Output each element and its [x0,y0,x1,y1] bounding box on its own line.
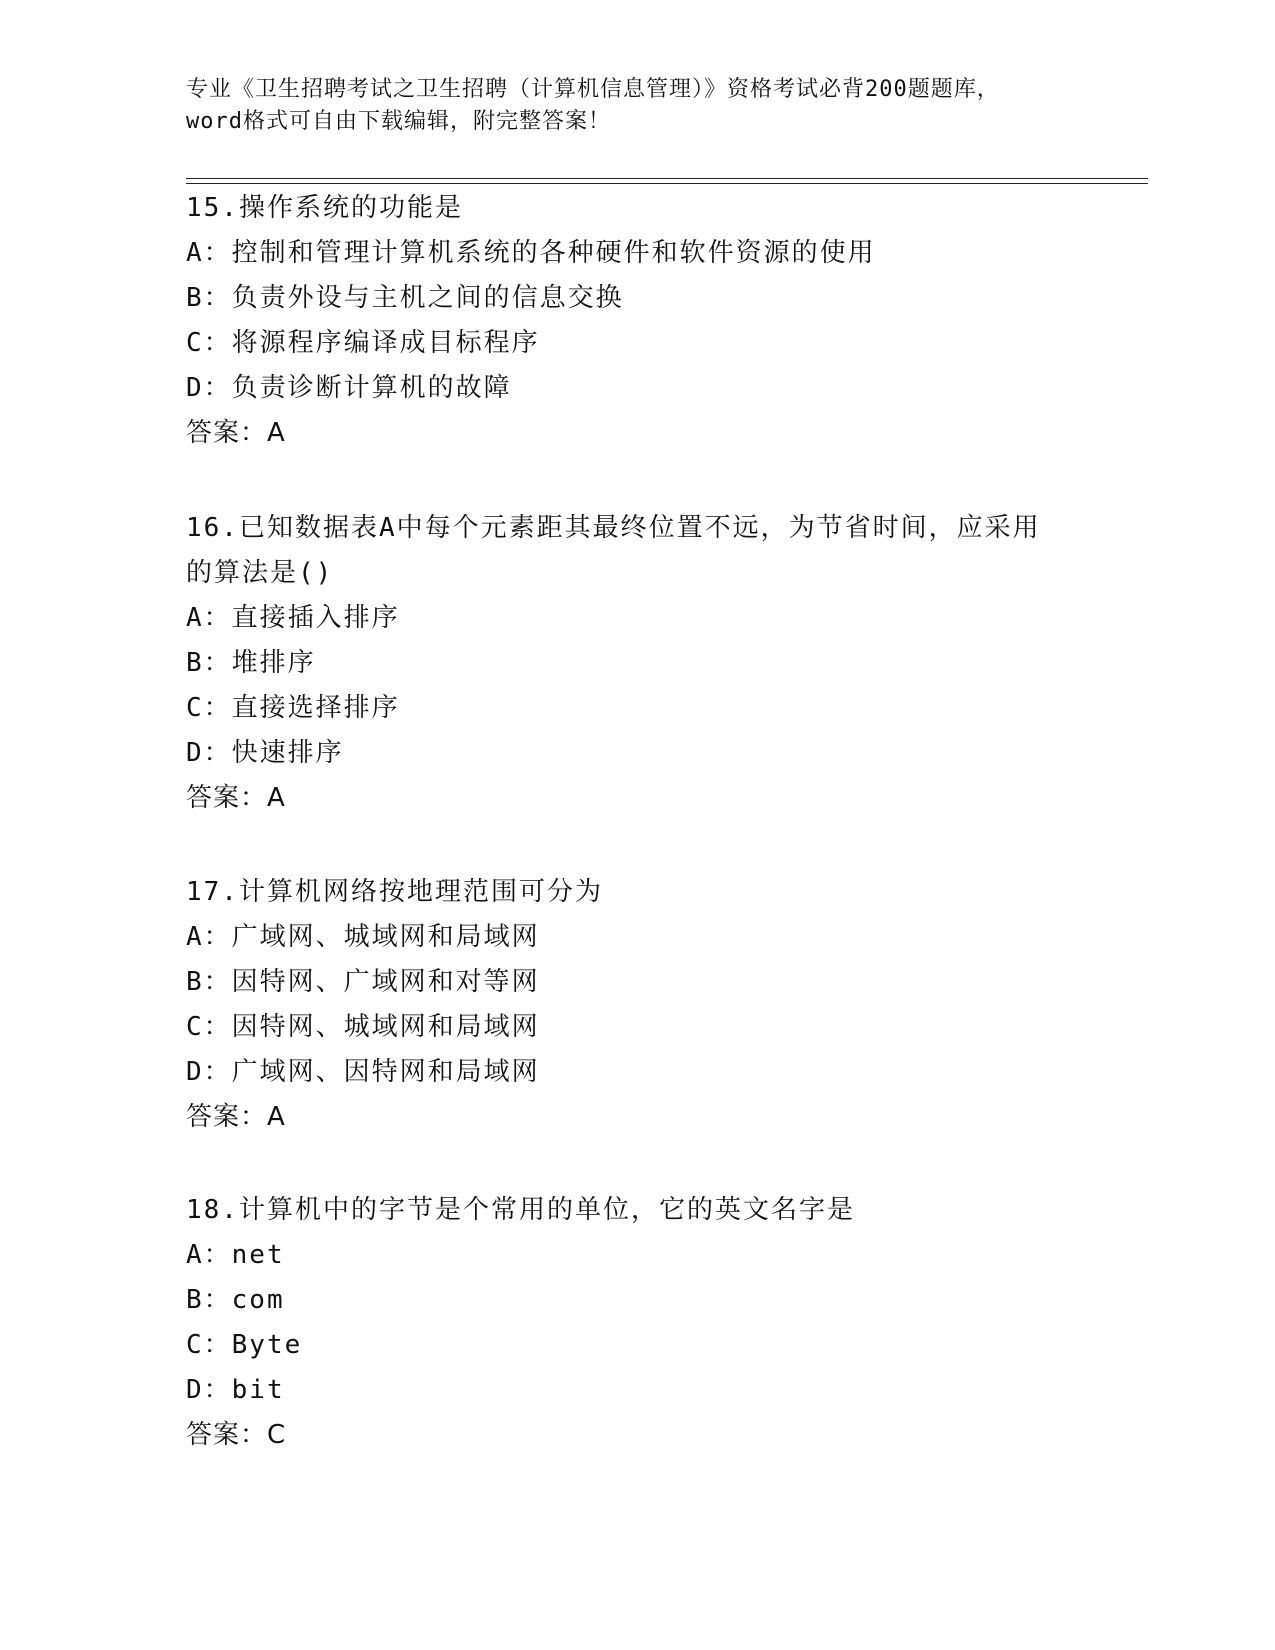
option-c: C：Byte [186,1330,303,1360]
option-d: D：快速排序 [186,738,344,768]
option-b: B：堆排序 [186,648,316,678]
option-a: A：控制和管理计算机系统的各种硬件和软件资源的使用 [186,238,876,268]
option-d: D：广域网、因特网和局域网 [186,1057,540,1087]
answer: 答案：C [186,1420,287,1450]
answer: 答案：A [186,418,286,448]
option-d: D：bit [186,1375,285,1405]
option-c: C：将源程序编译成目标程序 [186,328,540,358]
answer: 答案：A [186,783,286,813]
option-a: A：直接插入排序 [186,603,400,633]
header-line-2: word格式可自由下载编辑，附完整答案！ [186,109,611,134]
option-d: D：负责诊断计算机的故障 [186,373,512,403]
question-15 [186,186,1086,456]
question-title: 16.已知数据表A中每个元素距其最终位置不远，为节省时间，应采用的算法是() [186,513,1041,588]
header-divider-bottom [186,183,1148,184]
option-a: A：net [186,1240,285,1270]
document-header [186,74,1106,138]
question-18 [186,1188,1086,1458]
option-b: B：负责外设与主机之间的信息交换 [186,283,624,313]
option-b: B：com [186,1285,285,1315]
option-c: C：直接选择排序 [186,693,400,723]
header-divider-top [186,178,1148,179]
question-title: 15.操作系统的功能是 [186,193,463,223]
question-17 [186,870,1086,1140]
option-a: A：广域网、城域网和局域网 [186,922,540,952]
answer: 答案：A [186,1102,286,1132]
option-c: C：因特网、城域网和局域网 [186,1012,540,1042]
question-16 [186,506,1086,821]
question-title: 18.计算机中的字节是个常用的单位，它的英文名字是 [186,1195,855,1225]
option-b: B：因特网、广域网和对等网 [186,967,540,997]
question-title: 17.计算机网络按地理范围可分为 [186,877,603,907]
header-line-1: 专业《卫生招聘考试之卫生招聘（计算机信息管理）》资格考试必背200题题库， [186,77,1000,102]
